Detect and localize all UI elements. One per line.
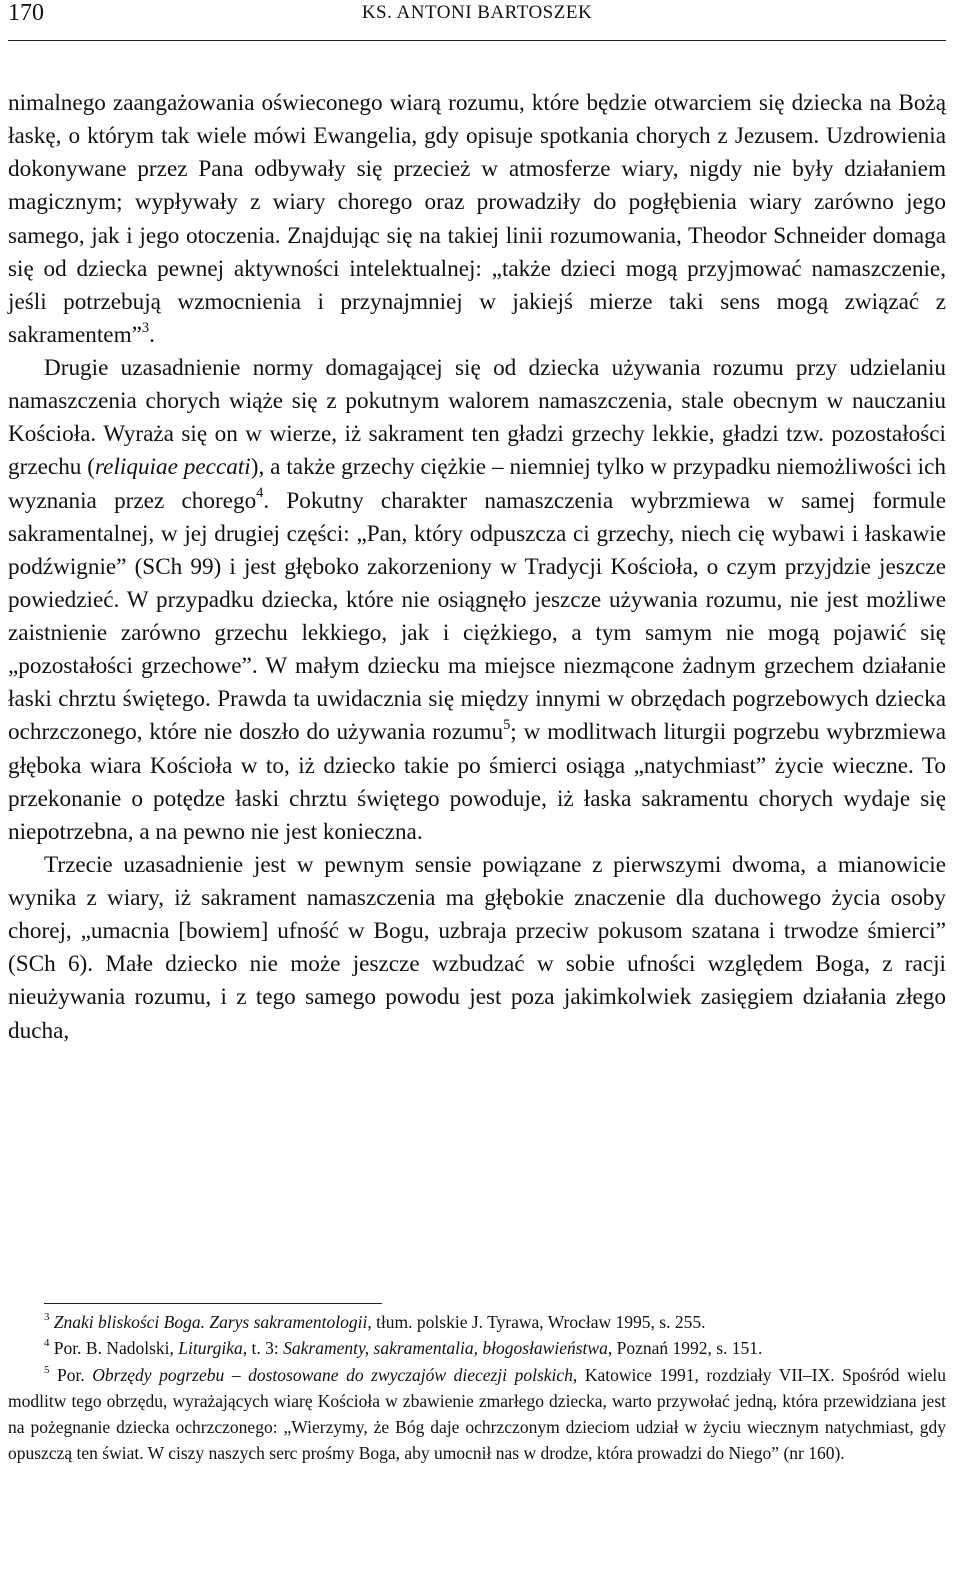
footnote-mark-4: 4 <box>44 1337 50 1350</box>
paragraph-1 <box>8 87 946 352</box>
paragraph-1-text: nimalnego zaangażowania oświeconego wiarą rozumu, które będzie otwarciem się dziecka na Bożą łaskę, o którym tak wiele mówi Ewangelia, gdy opisuje spotkania chorych z Jezusem. Uzdrowienia dokonywane przez Pana odbywały się przecież w atmosferze wiary, nigdy nie były działaniem magicznym; wypływały z wiary chorego oraz prowadziły do pogłębienia wiary zarówno jego samego, jak i jego otoczenia. Znajdując się na takiej linii rozumowania, Theodor Schneider domaga się od dziecka pewnej aktywności intelektualnej: „także dzieci mogą przyjmować namaszczenie, jeśli potrzebują wzmocnienia i przynajmniej w jakiejś mierze taki sens mogą związać z sakramentem” <box>8 90 946 348</box>
page-header <box>8 0 946 41</box>
paragraph-2-text-c: . Pokutny charakter namaszczenia wybrzmiewa w samej formule sakramentalnej, w jej drugiej części: „Pan, który odpuszcza ci grzechy, niech cię wybawi i łaskawie podźwignie” (SCh 99) i jest głęboko zakorzeniony w Tradycji Kościoła, o czym przyjdzie jeszcze powiedzieć. W przypadku dziecka, które nie osiągnęło jeszcze używania rozumu, nie jest możliwe zaistnienie zarówno grzechu lekkiego, jak i ciężkiego, a tym samym nie mogą pojawić się „pozostałości grzechowe”. W małym dziecku ma miejsce niezmącone żadnym grzechem działanie łaski chrztu świętego. Prawda ta uwidacznia się między innymi w obrzędach pogrzebowych dziecka ochrzczonego, które nie doszło do używania rozumu <box>8 487 946 746</box>
running-head: KS. ANTONI BARTOSZEK <box>361 2 593 23</box>
footnote-4-title-2: Sakramenty, sakramentalia, błogosławieństwa <box>283 1338 608 1359</box>
footnote-mark-5: 5 <box>44 1363 50 1376</box>
paragraph-2-text-a: Drugie uzasadnienie normy domagającej się od dziecka używania rozumu przy udzielaniu namaszczenia chorych wiąże się z pokutnym walorem namaszczenia, stale obecnym w nauczaniu Kościoła. Wyraża się on w wierze, iż sakrament ten gładzi grzechy lekkie, gładzi tzw. pozostałości grzechu ( <box>8 355 946 481</box>
main-text <box>8 87 946 1048</box>
footnote-3-rest: , tłum. polskie J. Tyrawa, Wrocław 1995, s. 255. <box>367 1312 706 1332</box>
latin-term: reliquiae peccati <box>95 454 251 481</box>
footnote-4-pre: Por. B. Nadolski, <box>53 1338 179 1359</box>
footnote-ref-5: 5 <box>503 717 511 734</box>
footnotes <box>8 1309 946 1467</box>
paragraph-1-end: . <box>149 321 155 348</box>
paragraph-2-text-b: ), a także grzechy ciężkie – niemniej tylko w przypadku niemożliwości ich wyznania przez chorego <box>8 454 946 514</box>
footnote-3 <box>8 1309 946 1335</box>
footnote-5-rest: , Katowice 1991, rozdziały VII–IX. Spośród wielu modlitw tego obrzędu, wyrażających wiarę Kościoła w zbawienie zmarłego dziecka, warto przywołać jedną, która przewidziana jest na pożegnanie dziecka ochrzczonego: „Wierzymy, że Bóg daje ochrzczonym dzieciom udział w życiu wiecznym natychmiast, gdy opuszczą ten świat. W ciszy naszych serc prośmy Boga, aby umocnił nas w drodze, która prowadzi do Niego” (nr 160). <box>8 1364 946 1464</box>
paragraph-3: Trzecie uzasadnienie jest w pewnym sensie powiązane z pierwszymi dwoma, a mianowicie wynika z wiary, iż sakrament namaszczenia ma głębokie znaczenie dla duchowego życia osoby chorej, „umacnia [bowiem] ufność w Bogu, uzbraja przeciw pokusom szatana i trwodze śmierci” (SCh 6). Małe dziecko nie może jeszcze wzbudzać w sobie ufności względem Boga, z racji nieużywania rozumu, i z tego samego powodu jest poza jakimkolwiek zasięgiem działania złego ducha, <box>8 851 946 1044</box>
footnote-mark-3: 3 <box>44 1311 50 1324</box>
footnote-4-rest: , Poznań 1992, s. 151. <box>607 1338 763 1359</box>
footnote-5-title: Obrzędy pogrzebu – dostosowane do zwyczajów diecezji polskich <box>92 1364 573 1385</box>
footnote-4-title-1: Liturgika <box>178 1338 243 1359</box>
footnote-5-pre: Por. <box>56 1364 93 1385</box>
page-number: 170 <box>8 0 44 26</box>
footnote-separator <box>44 1303 382 1304</box>
footnote-4-mid: , t. 3: <box>242 1338 284 1359</box>
footnote-3-title: Znaki bliskości Boga. Zarys sakramentologii <box>53 1312 368 1332</box>
paragraph-2-text-d: ; w modlitwach liturgii pogrzebu wybrzmiewa głęboka wiara Kościoła w to, iż dziecko takie po śmierci osiąga „natychmiast” życie wieczne. To przekonanie o potędze łaski chrztu świętego powoduje, iż łaska sakramentu chorych wydaje się niepotrzebna, a na pewno nie jest konieczna. <box>8 719 946 845</box>
footnote-ref-4: 4 <box>256 485 264 502</box>
footnote-4 <box>8 1335 946 1361</box>
footnote-5 <box>8 1362 946 1467</box>
footnote-ref-3: 3 <box>141 319 150 336</box>
paragraph-2 <box>8 352 946 849</box>
